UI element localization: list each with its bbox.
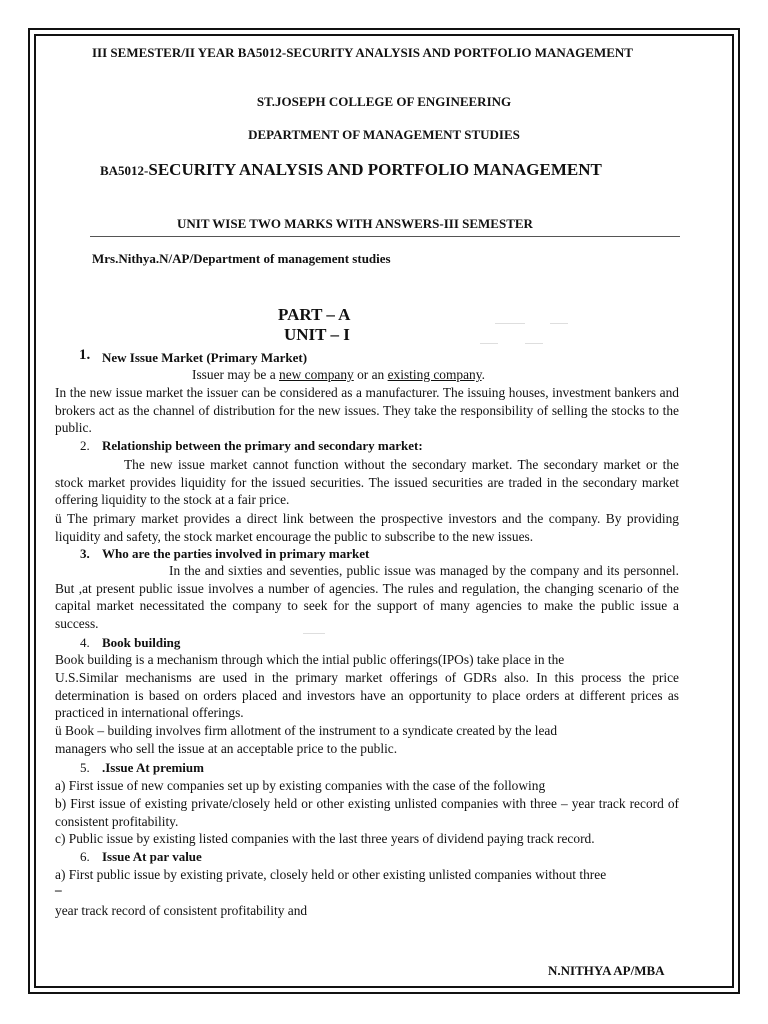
unit-wise-subtitle: UNIT WISE TWO MARKS WITH ANSWERS-III SEMESTER bbox=[177, 216, 533, 231]
header-top-line: III SEMESTER/II YEAR BA5012-SECURITY ANALYSIS AND PORTFOLIO MANAGEMENT bbox=[92, 45, 633, 60]
q4-body: U.S.Similar mechanisms are used in the primary market offerings of GDRs also. In this process the price determination is based on orders placed and investors have an opportunity to place orders at different prices as practiced in international offerings. bbox=[55, 670, 679, 721]
q5-title: .Issue At premium bbox=[102, 760, 204, 775]
new-company-link[interactable]: new company bbox=[279, 367, 354, 382]
q6-item-a: a) First public issue by existing private, closely held or other existing unlisted companies without three bbox=[55, 867, 607, 882]
q3-body: In the and sixties and seventies, public issue was managed by the company and its personnel. But ,at present public issue involves a number of agencies. The rules and regulation, the changing scenario of the capital market necessitated the company to seek for the support of many agencies to make the public issue a success. bbox=[55, 563, 679, 631]
scan-mark bbox=[480, 343, 498, 344]
author-line: Mrs.Nithya.N/AP/Department of management studies bbox=[92, 251, 391, 266]
q5-item-c: c) Public issue by existing listed companies with the last three years of dividend paying track record. bbox=[55, 831, 595, 846]
q4-bullet2: managers who sell the issue at an acceptable price to the public. bbox=[55, 741, 398, 756]
q4-title: Book building bbox=[102, 635, 181, 650]
q1-intro-text: Issuer may be a bbox=[192, 367, 280, 382]
unit-heading: UNIT – I bbox=[284, 325, 350, 344]
q2-bullet: ü The primary market provides a direct link between the prospective investors and the company. By providing liquidity and safety, the stock market encourage the public to subscribe to the new issues. bbox=[55, 511, 679, 544]
scan-mark bbox=[495, 323, 525, 324]
q1-number: 1. bbox=[79, 347, 91, 363]
q5-number: 5. bbox=[80, 760, 90, 775]
college-name: ST.JOSEPH COLLEGE OF ENGINEERING bbox=[256, 94, 512, 109]
q6-title: Issue At par value bbox=[102, 849, 202, 864]
q1-intro bbox=[192, 367, 485, 383]
q6-item-a-cont: year track record of consistent profitability and bbox=[55, 903, 308, 918]
q4-line1: Book building is a mechanism through which the intial public offerings(IPOs) take place in the bbox=[55, 652, 565, 667]
q2-title: Relationship between the primary and secondary market: bbox=[102, 438, 423, 453]
department-name: DEPARTMENT OF MANAGEMENT STUDIES bbox=[248, 127, 520, 142]
header-rule bbox=[90, 236, 680, 237]
scan-mark bbox=[550, 323, 568, 324]
existing-company-link[interactable]: existing company bbox=[387, 367, 482, 382]
q1-intro-text: or an bbox=[353, 367, 388, 382]
q6-number: 6. bbox=[80, 849, 90, 864]
part-heading: PART – A bbox=[278, 305, 351, 324]
q4-bullet1: ü Book – building involves firm allotment of the instrument to a syndicate created by the lead bbox=[55, 723, 558, 738]
q3-title: Who are the parties involved in primary market bbox=[102, 546, 370, 561]
q5-item-b: b) First issue of existing private/closely held or other existing unlisted companies with three – year track record of consistent profitability. bbox=[55, 796, 679, 829]
q4-number: 4. bbox=[80, 635, 90, 650]
q2-body: The new issue market cannot function without the secondary market. The secondary market or the stock market provides liquidity for the issued securities. The issued securities are traded in the secondary market offering liquidity to the stock at a fair price. bbox=[55, 457, 679, 508]
course-heading bbox=[100, 160, 602, 180]
q1-intro-text: . bbox=[481, 367, 485, 382]
scan-mark bbox=[303, 633, 325, 634]
q6-dash: – bbox=[55, 882, 62, 897]
q2-number: 2. bbox=[80, 438, 90, 453]
q5-item-a: a) First issue of new companies set up by existing companies with the case of the following bbox=[55, 778, 546, 793]
footer-author: N.NITHYA AP/MBA bbox=[548, 963, 665, 978]
scan-mark bbox=[525, 343, 543, 344]
q3-number: 3. bbox=[80, 546, 90, 561]
course-code: BA5012- bbox=[100, 163, 149, 178]
q1-body: In the new issue market the issuer can be considered as a manufacturer. The issuing houses, investment bankers and brokers act as the channel of distribution for the new issues. They take the responsibility of selling the stocks to the public. bbox=[55, 385, 679, 436]
q1-title: New Issue Market (Primary Market) bbox=[102, 350, 308, 365]
course-title: SECURITY ANALYSIS AND PORTFOLIO MANAGEMENT bbox=[148, 160, 602, 179]
